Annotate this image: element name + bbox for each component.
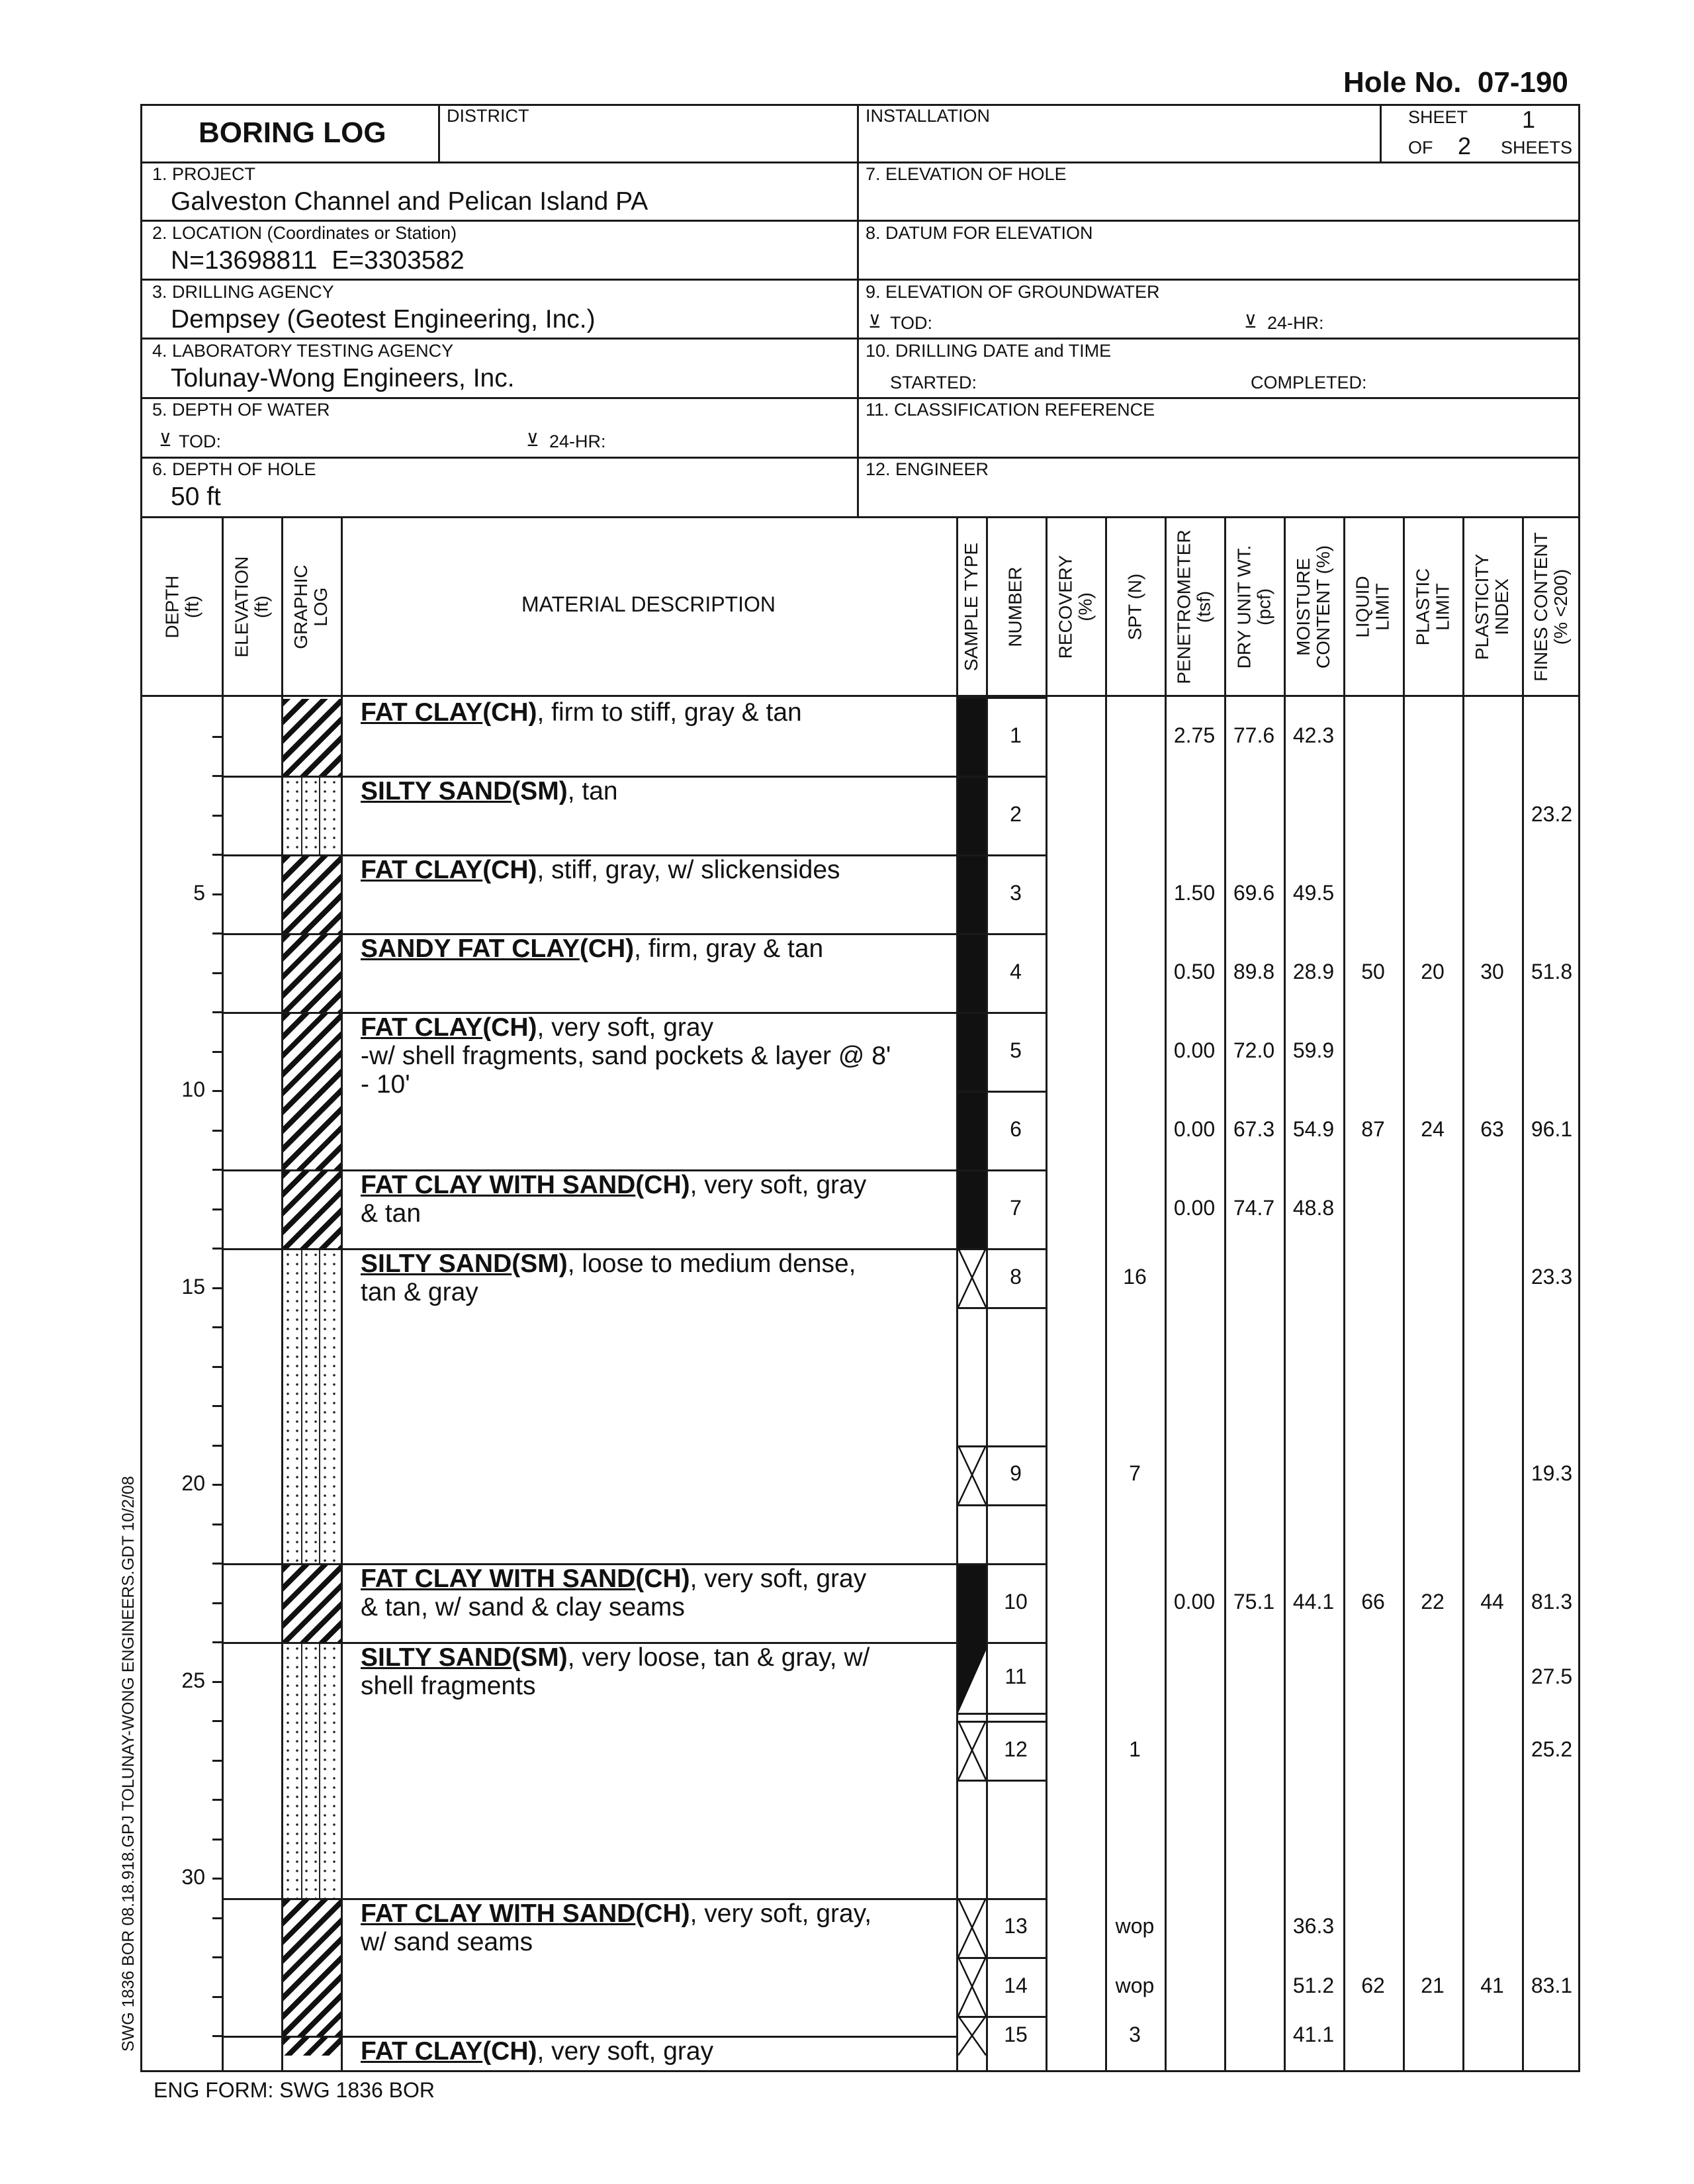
depth-tick [212,1760,222,1762]
depth-tick [212,1641,222,1643]
sample-spt-icon [958,1957,986,2016]
cell-liquid: 62 [1361,1973,1385,1997]
project-value: Galveston Channel and Pelican Island PA [171,187,648,216]
sample-boundary [988,1091,1046,1093]
cell-plastic: 20 [1421,959,1445,983]
cell-number: 11 [1004,1664,1027,1688]
strata-description: SANDY FAT CLAY(CH), firm, gray & tan [361,934,824,963]
cell-number: 12 [1004,1737,1028,1761]
cell-dry-unit: 72.0 [1233,1038,1275,1062]
cell-fines: 25.2 [1531,1737,1573,1761]
cell-spt: 16 [1123,1264,1147,1289]
depth-tick [212,1090,222,1092]
sample-tube-icon [958,1014,986,1091]
sample-tube-icon [958,856,986,933]
completed-label: COMPLETED: [1251,373,1367,392]
sample-boundary [988,1721,1046,1723]
graphic-sand-line [319,778,320,854]
col-material: MATERIAL DESCRIPTION [521,592,776,616]
cell-liquid: 87 [1361,1116,1385,1141]
depth-tick [212,1839,222,1841]
col-graphic-log: GRAPHIC LOG [290,564,332,649]
graphic-sand-line [319,1644,320,1898]
depth-tick [212,1326,222,1328]
sample-spt-icon [958,1898,986,1957]
cell-spt: 1 [1129,1737,1141,1761]
cell-moisture: 42.3 [1292,723,1335,747]
cell-number: 10 [1004,1589,1028,1614]
sample-boundary [958,1780,986,1782]
groundwater-label: 9. ELEVATION OF GROUNDWATER [866,282,1160,302]
cell-moisture: 54.9 [1292,1116,1335,1141]
graphic-clay-pattern [283,935,341,1012]
col-dry-unit: DRY UNIT WT. (pcf) [1233,545,1274,668]
sample-boundary [988,697,1046,699]
cell-penetrometer: 0.00 [1173,1038,1216,1062]
sample-partial-icon [958,1642,986,1713]
sample-tube-icon [958,935,986,1012]
graphic-sand-line [319,1250,320,1563]
graphic-clay-pattern [283,1900,341,2036]
depth-tick [212,1917,222,1919]
sample-boundary [988,933,1046,935]
sample-spt-icon [958,2016,986,2056]
graphic-clay-pattern [283,1171,341,1248]
sample-boundary [988,1563,1046,1565]
depth-tick [212,1366,222,1368]
strata-description: FAT CLAY WITH SAND(CH), very soft, gray, w/ sand seams [361,1899,872,1956]
col-plasticity-index: PLASTICITY INDEX [1472,553,1513,660]
col-plastic-limit: PLASTIC LIMIT [1412,568,1453,645]
datum-label: 8. DATUM FOR ELEVATION [866,223,1093,243]
depth-tick [212,1130,222,1132]
cell-moisture: 44.1 [1292,1589,1335,1614]
sample-boundary [988,1713,1046,1715]
depth-tick [212,1996,222,1998]
cell-plastic: 21 [1421,1973,1445,1997]
depth-tick [212,1248,222,1250]
cell-number: 7 [1010,1195,1022,1220]
cell-fines: 83.1 [1531,1973,1573,1997]
cell-moisture: 28.9 [1292,959,1335,983]
depth-tick [212,972,222,974]
col-spt: SPT (N) [1124,573,1145,640]
depth-water-label: 5. DEPTH OF WATER [152,400,330,420]
sample-boundary [988,776,1046,778]
sample-boundary [988,854,1046,856]
sample-spt-icon [958,1248,986,1307]
cell-fines: 23.3 [1531,1264,1573,1289]
sample-tube-icon [958,1171,986,1248]
location-label: 2. LOCATION (Coordinates or Station) [152,223,457,243]
project-label: 1. PROJECT [152,164,256,184]
graphic-sand-line [301,1644,302,1898]
depth-tick [212,736,222,738]
depth-tick [212,1681,222,1683]
depth-label: 5 [193,880,205,905]
graphic-clay-pattern [283,699,341,776]
col-fines: FINES CONTENT (% <200) [1531,531,1571,682]
lab-agency-value: Tolunay-Wong Engineers, Inc. [171,364,515,392]
sample-boundary [988,1169,1046,1171]
strata-description: FAT CLAY(CH), very soft, gray -w/ shell fragments, sand pockets & layer @ 8' - 10' [361,1013,891,1099]
cell-number: 13 [1004,1914,1028,1938]
depth-tick [212,1445,222,1447]
sample-spt-icon [958,1721,986,1780]
col-recovery: RECOVERY (%) [1055,555,1096,659]
footer-text: ENG FORM: SWG 1836 BOR [154,2078,435,2102]
water-24hr-icon: ⊻ [526,430,539,450]
installation-label: INSTALLATION [866,106,991,126]
cell-spt: 7 [1129,1461,1141,1486]
side-text: SWG 1836 BOR 08.18.918.GPJ TOLUNAY-WONG ENGINEERS.GDT 10/2/08 [119,1476,138,2052]
drilling-date-label: 10. DRILLING DATE and TIME [866,341,1112,361]
cell-plastic: 24 [1421,1116,1445,1141]
hole-number: Hole No. 07-190 [1343,66,1568,99]
elevation-hole-label: 7. ELEVATION OF HOLE [866,164,1067,184]
depth-tick [212,2035,222,2037]
cell-moisture: 51.2 [1292,1973,1335,1997]
cell-fines: 27.5 [1531,1664,1573,1688]
cell-spt: 3 [1129,2023,1141,2046]
water-tod-icon: ⊻ [159,430,172,450]
col-depth: DEPTH (ft) [161,575,202,638]
graphic-sand-pattern [283,1250,341,1563]
strata-description: FAT CLAY(CH), very soft, gray [361,2037,714,2066]
cell-dry-unit: 69.6 [1233,880,1275,905]
depth-tick [212,1563,222,1565]
cell-pi: 44 [1480,1589,1504,1614]
gw-tod-label: TOD: [890,313,933,333]
classification-label: 11. CLASSIFICATION REFERENCE [866,400,1155,420]
sample-boundary [988,2016,1046,2018]
sample-boundary [988,1504,1046,1506]
cell-moisture: 59.9 [1292,1038,1335,1062]
cell-number: 6 [1010,1116,1022,1141]
cell-spt: wop [1115,1914,1155,1938]
col-number: NUMBER [1005,566,1026,647]
drilling-agency-label: 3. DRILLING AGENCY [152,282,334,302]
sample-boundary [988,1898,1046,1900]
cell-fines: 96.1 [1531,1116,1573,1141]
depth-tick [212,1878,222,1880]
cell-liquid: 50 [1361,959,1385,983]
depth-tick [212,1799,222,1801]
strata-description: FAT CLAY WITH SAND(CH), very soft, gray & tan [361,1171,867,1228]
cell-fines: 23.2 [1531,801,1573,826]
form-title: BORING LOG [199,116,386,149]
sample-boundary [958,1307,986,1309]
graphic-sand-pattern [283,778,341,854]
graphic-sand-line [301,1250,302,1563]
cell-penetrometer: 0.50 [1173,959,1216,983]
col-penetrometer: PENETROMETER (tsf) [1174,529,1215,684]
cell-moisture: 36.3 [1292,1914,1335,1938]
strata-description: FAT CLAY(CH), stiff, gray, w/ slickensides [361,856,840,884]
sample-tube-icon [958,778,986,854]
engineer-label: 12. ENGINEER [866,459,989,479]
graphic-clay-pattern [283,2038,341,2056]
cell-penetrometer: 1.50 [1173,880,1216,905]
gw-tod-icon: ⊻ [868,312,881,332]
depth-tick [212,933,222,934]
depth-tick [212,854,222,856]
sample-boundary [988,1248,1046,1250]
cell-number: 3 [1010,880,1022,905]
cell-moisture: 48.8 [1292,1195,1335,1220]
depth-tick [212,815,222,817]
water-tod-label: TOD: [179,432,222,451]
strata-description: SILTY SAND(SM), loose to medium dense, tan & gray [361,1250,856,1306]
sheet-number: 1 [1522,106,1536,133]
cell-fines: 19.3 [1531,1461,1573,1486]
cell-number: 5 [1010,1038,1022,1062]
cell-moisture: 41.1 [1292,2023,1335,2046]
cell-penetrometer: 0.00 [1173,1589,1216,1614]
sample-boundary [958,1713,986,1715]
depth-label: 15 [181,1274,205,1298]
cell-number: 8 [1010,1264,1022,1289]
cell-liquid: 66 [1361,1589,1385,1614]
cell-dry-unit: 77.6 [1233,723,1275,747]
cell-number: 9 [1010,1461,1022,1486]
graphic-sand-pattern [283,1644,341,1898]
sample-boundary [958,1504,986,1506]
depth-hole-label: 6. DEPTH OF HOLE [152,459,316,479]
water-24hr-label: 24-HR: [549,432,606,451]
lab-agency-label: 4. LABORATORY TESTING AGENCY [152,341,454,361]
depth-tick [212,1051,222,1053]
depth-tick [212,1169,222,1171]
cell-number: 4 [1010,959,1022,983]
started-label: STARTED: [890,373,977,392]
sample-boundary [988,1642,1046,1644]
cell-penetrometer: 2.75 [1173,723,1216,747]
cell-spt: wop [1115,1973,1155,1997]
sample-boundary [988,1012,1046,1014]
cell-fines: 51.8 [1531,959,1573,983]
strata-description: FAT CLAY WITH SAND(CH), very soft, gray & tan, w/ sand & clay seams [361,1565,867,1621]
cell-dry-unit: 89.8 [1233,959,1275,983]
sample-boundary [988,1957,1046,1959]
cell-pi: 41 [1480,1973,1504,1997]
depth-label: 20 [181,1471,205,1495]
gw-24hr-label: 24-HR: [1267,313,1324,333]
depth-tick [212,1956,222,1958]
depth-tick [212,1405,222,1407]
depth-tick [212,1602,222,1604]
strata-description: SILTY SAND(SM), very loose, tan & gray, w/ shell fragments [361,1643,870,1700]
sample-spt-icon [958,1445,986,1504]
cell-penetrometer: 0.00 [1173,1116,1216,1141]
depth-tick [212,1208,222,1210]
cell-dry-unit: 75.1 [1233,1589,1275,1614]
sheet-total: 2 [1458,132,1472,159]
cell-dry-unit: 74.7 [1233,1195,1275,1220]
graphic-clay-pattern [283,856,341,933]
depth-label: 30 [181,1865,205,1889]
cell-number: 1 [1010,723,1022,747]
of-label: OF [1408,138,1433,158]
depth-tick [212,1287,222,1289]
sample-tube-icon [958,1093,986,1169]
graphic-clay-pattern [283,1014,341,1169]
district-label: DISTRICT [447,106,529,126]
cell-number: 14 [1004,1973,1028,1997]
col-sample-type: SAMPLE TYPE [960,542,981,671]
gw-24hr-icon: ⊻ [1244,312,1257,332]
depth-hole-value: 50 ft [171,482,221,511]
cell-plastic: 22 [1421,1589,1445,1614]
sheets-label: SHEETS [1501,138,1573,158]
sample-tube-icon [958,699,986,776]
depth-tick [212,1011,222,1013]
cell-penetrometer: 0.00 [1173,1195,1216,1220]
sheet-label: SHEET [1408,107,1468,127]
sample-boundary [988,1445,1046,1447]
cell-dry-unit: 67.3 [1233,1116,1275,1141]
location-value: N=13698811 E=3303582 [171,246,465,275]
depth-tick [212,893,222,895]
drilling-agency-value: Dempsey (Geotest Engineering, Inc.) [171,305,596,334]
sample-tube-icon [958,1565,986,1642]
sample-boundary [988,1307,1046,1309]
depth-label: 25 [181,1668,205,1692]
cell-number: 15 [1004,2023,1028,2046]
cell-pi: 63 [1480,1116,1504,1141]
cell-pi: 30 [1480,959,1504,983]
depth-tick [212,1720,222,1722]
depth-label: 10 [181,1077,205,1101]
strata-description: FAT CLAY(CH), firm to stiff, gray & tan [361,698,802,727]
cell-number: 2 [1010,801,1022,826]
strata-description: SILTY SAND(SM), tan [361,777,618,805]
depth-tick [212,775,222,777]
depth-tick [212,1524,222,1525]
depth-tick [212,1484,222,1486]
col-moisture: MOISTURE CONTENT (%) [1293,545,1333,668]
sample-boundary [988,1780,1046,1782]
cell-fines: 81.3 [1531,1589,1573,1614]
graphic-clay-pattern [283,1565,341,1642]
col-elevation: ELEVATION (ft) [231,555,272,658]
cell-moisture: 49.5 [1292,880,1335,905]
col-liquid-limit: LIQUID LIMIT [1353,575,1394,638]
graphic-sand-line [301,778,302,854]
